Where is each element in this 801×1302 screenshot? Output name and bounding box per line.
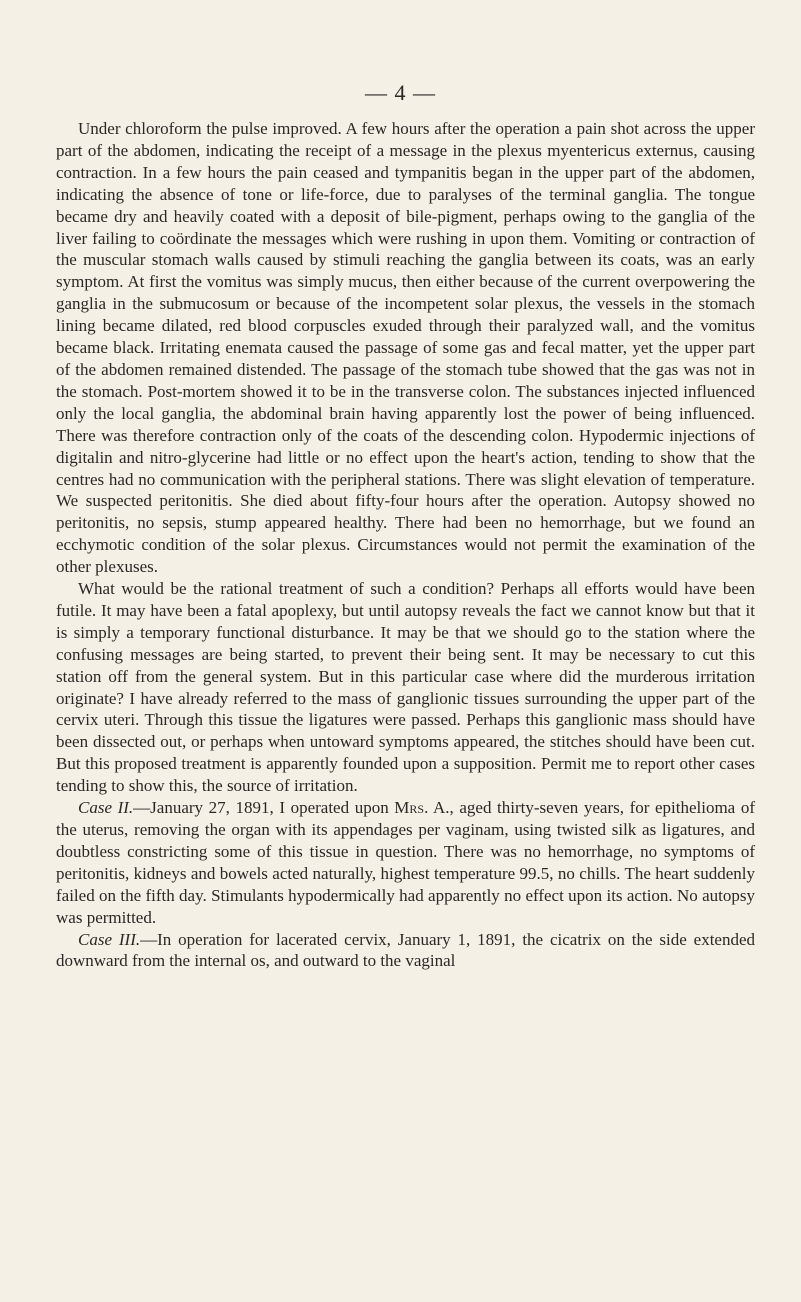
paragraph-case-three (56, 929, 755, 973)
paragraph-case-two (56, 797, 755, 928)
body-text (56, 118, 755, 972)
case-two-label: Case II. (78, 798, 134, 818)
case-three-text: —In operation for lacerated cervix, January 1, 1891, the cicatrix on the side extended downward from the internal os, and outward to the vaginal (56, 929, 756, 971)
patient-name: Mrs. A. (394, 798, 450, 818)
paragraph-discussion: What would be the rational treatment of such a condition? Perhaps all efforts would have been futile. It may have been a fatal apoplexy, but until autopsy reveals the fact we cannot know but that it is simply a temporary functional disturbance. It may be that we should go to the station where the confusing messages are being started, to prevent their being sent. It may be necessary to cut this station off from the general system. But in this particular case where did the murderous irritation originate? I have already referred to the mass of ganglionic tissues surrounding the upper part of the cervix uteri. Through this tissue the ligatures were passed. Perhaps this ganglionic mass should have been dissected out, or perhaps when untoward symptoms appeared, the stitches should have been cut. But this proposed treatment is apparently founded upon a supposition. Permit me to report other cases tending to show this, the source of irritation. (56, 579, 755, 796)
case-three-label: Case III. (78, 929, 141, 949)
case-two-text-a: —January 27, 1891, I operated upon (133, 798, 395, 818)
page-number: — 4 — (365, 80, 436, 105)
case-two-text-b: , aged thirty-seven years, for epithelioma of the uterus, removing the organ with its appendages per vaginam, using twisted silk as ligatures, and doubtless constricting some of this tissue in question. There was no hemorrhage, no symptoms of peritonitis, kidneys and bowels acted naturally, highest temperature 99.5, no chills. The heart suddenly failed on the fifth day. Stimulants hypodermically had apparently no effect upon its action. No autopsy was permitted. (56, 798, 755, 927)
paragraph-case-one: Under chloroform the pulse improved. A few hours after the operation a pain shot across the upper part of the abdomen, indicating the receipt of a message in the plexus myentericus externus, causing contraction. In a few hours the pain ceased and tympanitis began in the upper part of the abdomen, indicating the absence of tone or life-force, due to paralyses of the terminal ganglia. The tongue became dry and heavily coated with a deposit of bile-pigment, perhaps owing to the ganglia of the liver failing to coördinate the messages which were rushing in upon them. Vomiting or contraction of the muscular stomach walls caused by stimuli reaching the ganglia between its coats, was an early symptom. At first the vomitus was simply mucus, then either because of the current overpowering the ganglia in the submucosum or because of the incompetent solar plexus, the vessels in the stomach lining became dilated, red blood corpuscles exuded through their paralyzed wall, and the vomitus became black. Irritating enemata caused the passage of some gas and fecal matter, yet the upper part of the abdomen remained distended. The passage of the stomach tube showed that the gas was not in the stomach. Post-mortem showed it to be in the transverse colon. The substances injected influenced only the local ganglia, the abdominal brain having apparently lost the power of being influenced. There was therefore contraction only of the coats of the descending colon. Hypodermic injections of digitalin and nitro-glycerine had little or no effect upon the heart's action, tending to show that the centres had no communication with the peripheral stations. There was slight elevation of temperature. We suspected peritonitis. She died about fifty-four hours after the operation. Autopsy showed no peritonitis, no sepsis, stump appeared healthy. There had been no hemorrhage, but we found an ecchymotic condition of the solar plexus. Circumstances would not permit the examination of the other plexuses. (56, 119, 755, 577)
